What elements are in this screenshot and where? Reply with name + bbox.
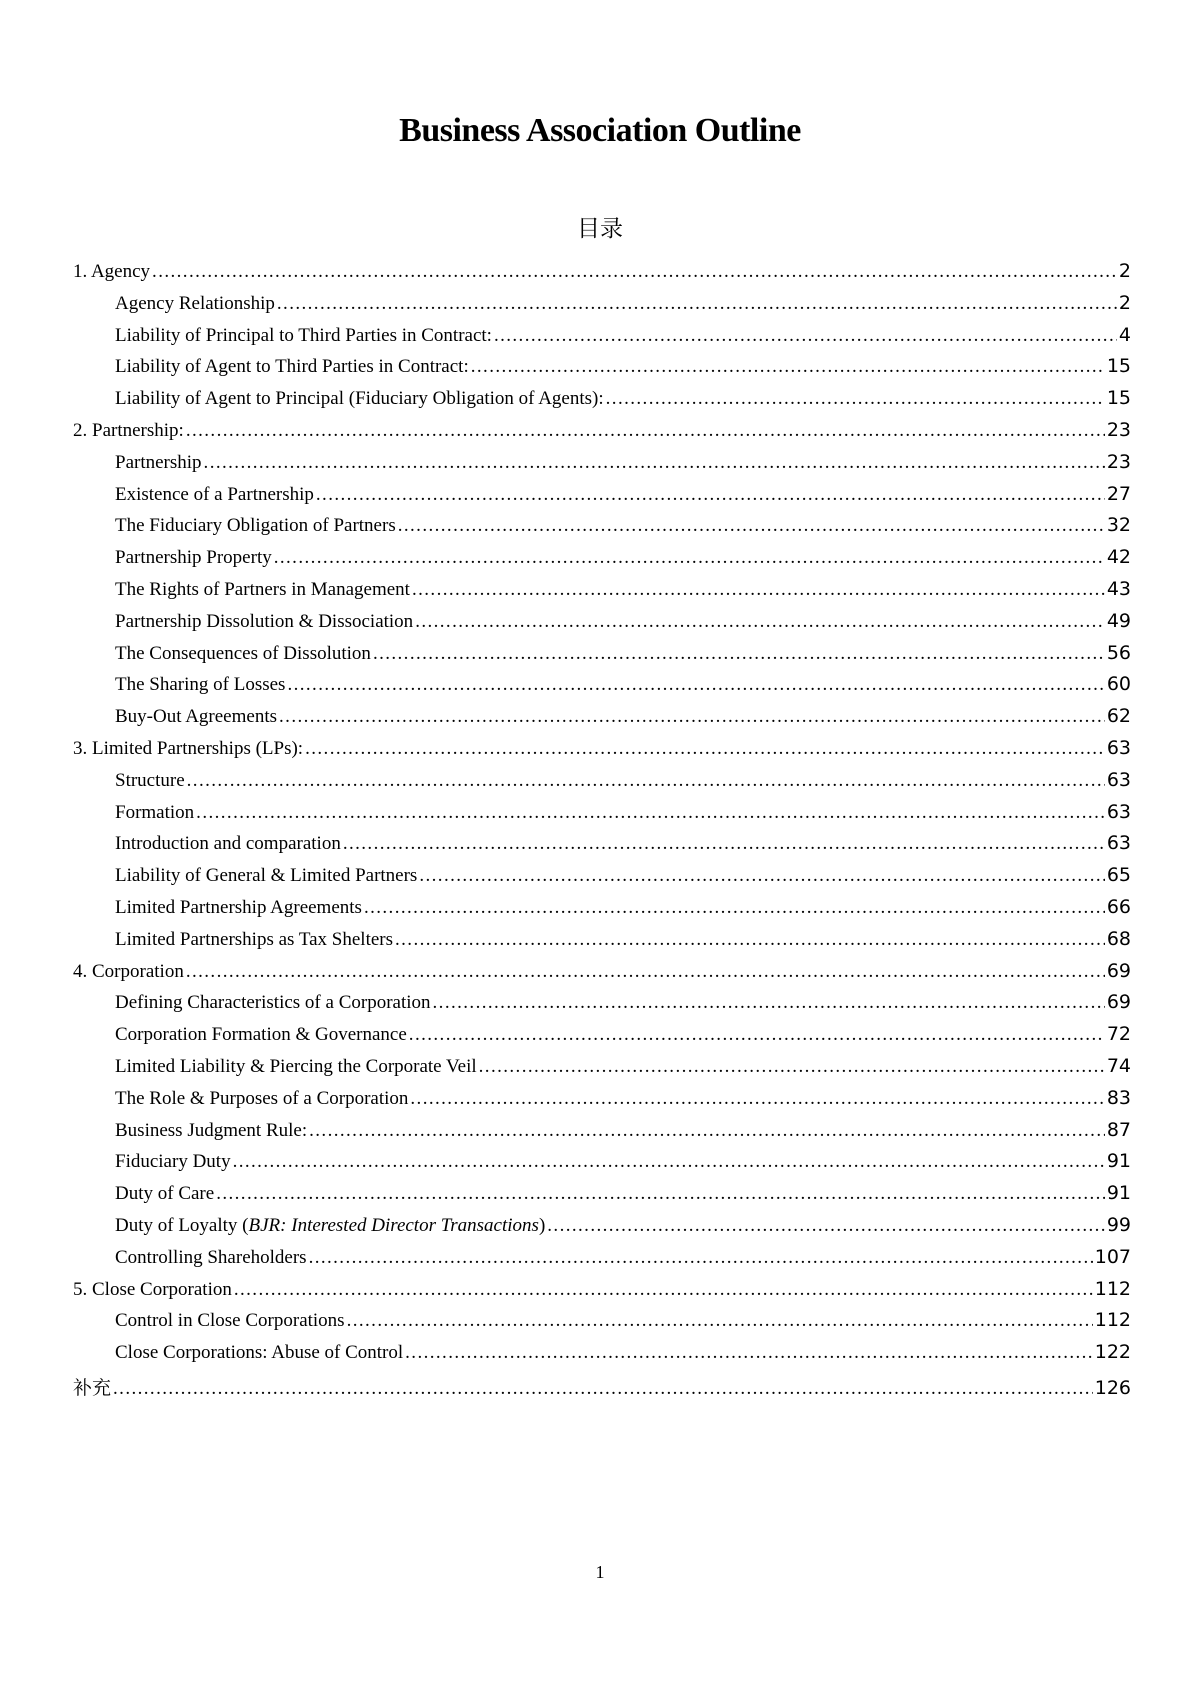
toc-entry-label: Existence of a Partnership (115, 483, 314, 505)
toc-dot-leader (547, 1215, 1105, 1237)
toc-entry-label: Fiduciary Duty (115, 1151, 231, 1173)
toc-subsection-entry[interactable] (73, 832, 1131, 864)
toc-dot-leader (279, 706, 1105, 728)
toc-subsection-entry[interactable] (73, 1055, 1131, 1087)
toc-subsection-entry[interactable] (73, 642, 1131, 674)
toc-subsection-entry[interactable] (73, 546, 1131, 578)
toc-entry-label: The Consequences of Dissolution (115, 642, 371, 664)
toc-entry-page-number: 126 (1094, 1376, 1131, 1399)
toc-entry-page-number: 42 (1106, 546, 1131, 569)
toc-subsection-entry[interactable] (73, 1214, 1131, 1246)
toc-dot-leader (234, 1279, 1093, 1301)
toc-entry-page-number: 2 (1118, 260, 1131, 282)
toc-entry-label: Corporation Formation & Governance (115, 1024, 407, 1046)
toc-dot-leader (316, 484, 1105, 506)
toc-dot-leader (433, 992, 1105, 1014)
toc-subsection-entry[interactable] (73, 928, 1131, 960)
toc-entry-label: The Rights of Partners in Management (115, 578, 410, 600)
toc-entry-page-number: 69 (1106, 991, 1131, 1014)
toc-dot-leader (187, 770, 1105, 792)
toc-dot-leader (398, 515, 1105, 537)
toc-dot-leader (405, 1342, 1093, 1364)
toc-dot-leader (419, 865, 1104, 887)
toc-subsection-entry[interactable] (73, 991, 1131, 1023)
toc-entry-label: Liability of General & Limited Partners (115, 865, 418, 887)
toc-entry-label: 补充 (73, 1376, 112, 1399)
toc-subsection-entry[interactable] (73, 1023, 1131, 1055)
toc-entry-label: Limited Liability & Piercing the Corporate Veil (115, 1055, 477, 1077)
toc-dot-leader (373, 643, 1105, 665)
toc-entry-page-number: 62 (1106, 705, 1131, 728)
toc-dot-leader (343, 833, 1105, 855)
toc-entry-page-number: 56 (1106, 641, 1131, 664)
toc-dot-leader (494, 325, 1117, 347)
toc-dot-leader (152, 261, 1117, 283)
toc-entry-page-number: 112 (1094, 1309, 1131, 1332)
toc-section-entry[interactable] (73, 1373, 1131, 1405)
toc-dot-leader (305, 738, 1105, 760)
toc-entry-label: Agency Relationship (115, 292, 275, 314)
toc-entry-label: Buy-Out Agreements (115, 706, 278, 728)
toc-entry-page-number: 74 (1106, 1054, 1131, 1077)
toc-section-entry[interactable] (73, 737, 1131, 769)
toc-entry-page-number: 66 (1106, 895, 1131, 918)
document-title: Business Association Outline (399, 112, 801, 149)
toc-entry-label: 1. Agency (73, 261, 151, 282)
toc-entry-label: 5. Close Corporation (73, 1278, 232, 1300)
toc-entry-label: Control in Close Corporations (115, 1310, 345, 1332)
toc-entry-label: Limited Partnership Agreements (115, 896, 362, 918)
toc-dot-leader (364, 897, 1105, 919)
toc-entry-page-number: 91 (1106, 1150, 1131, 1173)
toc-subsection-entry[interactable] (73, 324, 1131, 356)
toc-entry-page-number: 49 (1106, 609, 1131, 632)
toc-subsection-entry[interactable] (73, 1087, 1131, 1119)
toc-subsection-entry[interactable] (73, 578, 1131, 610)
toc-subsection-entry[interactable] (73, 896, 1131, 928)
toc-subsection-entry[interactable] (73, 1150, 1131, 1182)
toc-subsection-entry[interactable] (73, 451, 1131, 483)
toc-subsection-entry[interactable] (73, 355, 1131, 387)
toc-entry-label: Liability of Principal to Third Parties in Contract: (115, 324, 492, 346)
toc-entry-label: Liability of Agent to Principal (Fiduciary Obligation of Agents): (115, 388, 604, 410)
toc-entry-label: Duty of Care (115, 1183, 215, 1205)
toc-subsection-entry[interactable] (73, 514, 1131, 546)
toc-section-entry[interactable] (73, 260, 1131, 292)
toc-subsection-entry[interactable] (73, 1182, 1131, 1214)
toc-entry-page-number: 60 (1106, 673, 1131, 696)
toc-subsection-entry[interactable] (73, 801, 1131, 833)
toc-entry-label: Structure (115, 769, 185, 791)
toc-entry-label: Introduction and comparation (115, 833, 341, 855)
toc-dot-leader (277, 293, 1117, 315)
toc-entry-page-number: 63 (1106, 736, 1131, 759)
toc-entry-label: 3. Limited Partnerships (LPs): (73, 737, 304, 759)
toc-entry-page-number: 2 (1118, 291, 1131, 314)
toc-dot-leader (113, 1378, 1093, 1400)
toc-entry-label: The Sharing of Losses (115, 674, 286, 696)
toc-dot-leader (395, 929, 1105, 951)
toc-dot-leader (233, 1151, 1105, 1173)
toc-subsection-entry[interactable] (73, 1309, 1131, 1341)
toc-subsection-entry[interactable] (73, 864, 1131, 896)
toc-entry-page-number: 69 (1106, 959, 1131, 982)
toc-entry-page-number: 91 (1106, 1182, 1131, 1205)
toc-entry-page-number: 63 (1106, 768, 1131, 791)
toc-entry-label: The Role & Purposes of a Corporation (115, 1087, 409, 1109)
toc-dot-leader (410, 1088, 1104, 1110)
toc-subsection-entry[interactable] (73, 1341, 1131, 1373)
toc-section-entry[interactable] (73, 419, 1131, 451)
toc-subsection-entry[interactable] (73, 705, 1131, 737)
toc-dot-leader (309, 1120, 1105, 1142)
toc-entry-page-number: 63 (1106, 832, 1131, 855)
toc-subsection-entry[interactable] (73, 1246, 1131, 1278)
toc-dot-leader (186, 420, 1105, 442)
toc-dot-leader (471, 356, 1105, 378)
toc-dot-leader (196, 802, 1105, 824)
toc-dot-leader (479, 1056, 1105, 1078)
toc-entry-page-number: 107 (1094, 1245, 1131, 1268)
toc-entry-page-number: 63 (1106, 800, 1131, 823)
toc-subsection-entry[interactable] (73, 1119, 1131, 1151)
toc-entry-label: Close Corporations: Abuse of Control (115, 1342, 404, 1364)
toc-dot-leader (606, 388, 1105, 410)
toc-entry-label: Business Judgment Rule: (115, 1119, 308, 1141)
toc-entry-label: Formation (115, 801, 195, 823)
toc-dot-leader (216, 1183, 1105, 1205)
toc-dot-leader (287, 674, 1104, 696)
toc-entry-label: Controlling Shareholders (115, 1246, 307, 1268)
toc-entry-page-number: 15 (1106, 355, 1131, 378)
toc-dot-leader (186, 961, 1105, 983)
toc-dot-leader (274, 547, 1105, 569)
toc-entry-label: Duty of Loyalty (BJR: Interested Director Transactions) (115, 1214, 546, 1236)
toc-entry-page-number: 65 (1106, 864, 1131, 887)
toc-dot-leader (309, 1247, 1093, 1269)
toc-dot-leader (347, 1310, 1093, 1332)
table-of-contents (73, 260, 1131, 1405)
toc-entry-page-number: 15 (1106, 387, 1131, 410)
toc-dot-leader (409, 1024, 1105, 1046)
toc-entry-label: 2. Partnership: (73, 419, 184, 441)
toc-entry-page-number: 23 (1106, 418, 1131, 441)
toc-entry-page-number: 99 (1106, 1213, 1131, 1236)
toc-entry-label: Partnership (115, 451, 202, 473)
toc-dot-leader (412, 579, 1105, 601)
toc-entry-label: The Fiduciary Obligation of Partners (115, 515, 396, 537)
toc-subsection-entry[interactable] (73, 769, 1131, 801)
page-number: 1 (595, 1562, 605, 1582)
toc-section-entry[interactable] (73, 960, 1131, 992)
toc-subsection-entry[interactable] (73, 483, 1131, 515)
toc-entry-page-number: 83 (1106, 1086, 1131, 1109)
toc-entry-page-number: 27 (1106, 482, 1131, 505)
toc-entry-label: Partnership Property (115, 547, 272, 569)
toc-entry-page-number: 122 (1094, 1341, 1131, 1364)
toc-dot-leader (415, 611, 1105, 633)
toc-entry-page-number: 87 (1106, 1118, 1131, 1141)
toc-entry-page-number: 43 (1106, 577, 1131, 600)
toc-entry-page-number: 23 (1106, 450, 1131, 473)
toc-subsection-entry[interactable] (73, 292, 1131, 324)
toc-entry-label: Partnership Dissolution & Dissociation (115, 610, 414, 632)
toc-dot-leader (204, 452, 1105, 474)
toc-entry-page-number: 112 (1094, 1277, 1131, 1300)
toc-entry-label: 4. Corporation (73, 960, 184, 982)
toc-entry-label: Defining Characteristics of a Corporation (115, 992, 431, 1014)
toc-entry-page-number: 68 (1106, 927, 1131, 950)
toc-subsection-entry[interactable] (73, 387, 1131, 419)
toc-entry-label: Limited Partnerships as Tax Shelters (115, 928, 393, 950)
toc-entry-page-number: 72 (1106, 1023, 1131, 1046)
toc-section-entry[interactable] (73, 1278, 1131, 1310)
toc-subsection-entry[interactable] (73, 610, 1131, 642)
toc-entry-page-number: 32 (1106, 514, 1131, 537)
toc-entry-page-number: 4 (1118, 323, 1131, 346)
toc-subsection-entry[interactable] (73, 673, 1131, 705)
toc-heading: 目录 (577, 216, 623, 242)
toc-entry-label: Liability of Agent to Third Parties in Contract: (115, 356, 469, 378)
